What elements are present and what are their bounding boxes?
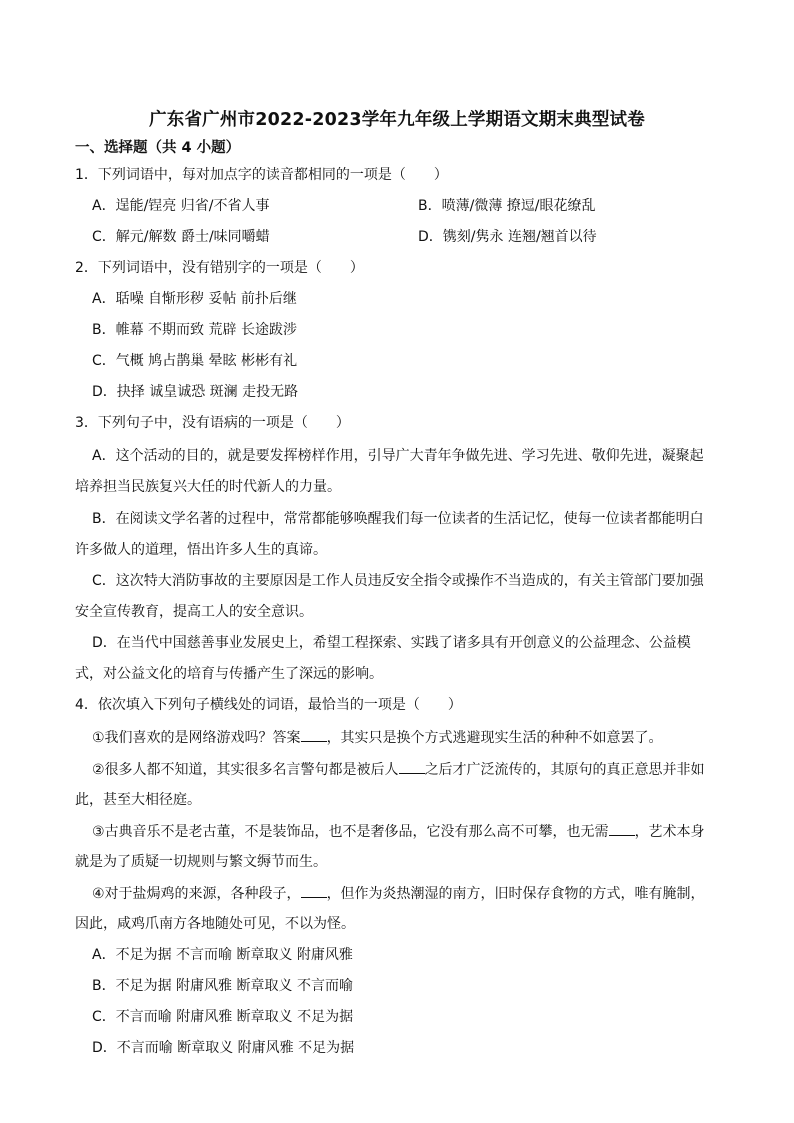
question-3-option-d-line1: D．在当代中国慈善事业发展史上，希望工程探索、实践了诸多具有开创意义的公益理念、公益模 (92, 635, 691, 651)
sentence-1-part-2: ，其实只是换个方式逃避现实生活的种种不如意罢了。 (326, 730, 663, 746)
question-3-stem: 3．下列句子中，没有语病的一项是（ ） (75, 415, 350, 431)
question-4-option-c: C．不言而喻 附庸风雅 断章取义 不足为据 (92, 1009, 354, 1025)
question-2-stem: 2．下列词语中，没有错别字的一项是（ ） (75, 260, 364, 276)
question-4-option-b: B．不足为据 附庸风雅 断章取义 不言而喻 (92, 978, 353, 994)
question-3-option-d-line2: 式，对公益文化的培育与传播产生了深远的影响。 (75, 666, 383, 682)
question-2-option-c: C．气概 鸠占鹊巢 晕眩 彬彬有礼 (92, 353, 298, 369)
question-4-sentence-4 (92, 883, 705, 904)
question-1-option-c: C．解元/解数 爵士/味同嚼蜡 (92, 229, 270, 245)
question-4-option-d: D．不言而喻 断章取义 附庸风雅 不足为据 (92, 1040, 355, 1056)
sentence-1-part-1: ①我们喜欢的是网络游戏吗？答案 (92, 730, 301, 746)
sentence-2-part-1: ②很多人都不知道，其实很多名言警句都是被后人 (92, 762, 399, 778)
fill-blank-3 (609, 821, 635, 836)
sentence-4-part-3: 因此，咸鸡爪南方各地随处可见，不以为怪。 (75, 916, 355, 932)
question-2-option-a: A．聒噪 自惭形秽 妥帖 前扑后继 (92, 291, 297, 307)
question-3-option-b-line2: 许多做人的道理，悟出许多人生的真谛。 (75, 542, 327, 558)
sentence-3-part-2: ，艺术本身 (634, 824, 705, 840)
page-title: 广东省广州市2022-2023学年九年级上学期语文期末典型试卷 (149, 110, 645, 130)
question-4-sentence-3 (92, 821, 705, 842)
fill-blank-1 (301, 727, 327, 742)
sentence-4-part-1: ④对于盐焗鸡的来源，各种段子， (92, 886, 301, 902)
section-heading: 一、选择题（共 4 小题） (75, 140, 241, 156)
question-4-sentence-1 (92, 727, 663, 748)
question-3-option-c-line1: C．这次特大消防事故的主要原因是工作人员违反安全指令或操作不当造成的，有关主管部门要加强 (92, 573, 704, 589)
sentence-3-part-3: 就是为了质疑一切规则与繁文缛节而生。 (75, 854, 327, 870)
question-1-option-d: D．镌刻/隽永 连翘/翘首以待 (418, 229, 597, 245)
sentence-2-part-2: 之后才广泛流传的，其原句的真正意思并非如 (424, 762, 705, 778)
question-1-stem: 1．下列词语中，每对加点字的读音都相同的一项是（ ） (75, 167, 448, 183)
question-4-sentence-2 (92, 759, 705, 780)
question-4-stem: 4．依次填入下列句子横线处的词语，最恰当的一项是（ ） (75, 697, 462, 713)
question-2-option-d: D．抉择 诚皇诚恐 斑澜 走投无路 (92, 384, 299, 400)
question-1-option-a: A．逞能/锃亮 归省/不省人事 (92, 198, 270, 214)
fill-blank-2 (399, 759, 425, 774)
question-3-option-a-line1: A．这个活动的目的，就是要发挥榜样作用，引导广大青年争做先进、学习先进、敬仰先进，凝聚起 (92, 448, 704, 464)
question-3-option-c-line2: 安全宣传教育，提高工人的安全意识。 (75, 604, 313, 620)
question-3-option-a-line2: 培养担当民族复兴大任的时代新人的力量。 (75, 479, 341, 495)
question-3-option-b-line1: B．在阅读文学名著的过程中，常常都能够唤醒我们每一位读者的生活记忆，使每一位读者都能明白 (92, 511, 704, 527)
question-1-option-b: B．喷薄/微薄 撩逗/眼花缭乱 (418, 198, 596, 214)
sentence-3-part-1: ③古典音乐不是老古董，不是装饰品，也不是奢侈品，它没有那么高不可攀，也无需 (92, 824, 609, 840)
sentence-4-part-2: ，但作为炎热潮湿的南方，旧时保存食物的方式，唯有腌制， (326, 886, 705, 902)
sentence-2-part-3: 此，甚至大相径庭。 (75, 792, 201, 808)
question-4-option-a: A．不足为据 不言而喻 断章取义 附庸风雅 (92, 947, 353, 963)
fill-blank-4 (301, 883, 327, 898)
question-2-option-b: B．帷幕 不期而致 荒辟 长途跋涉 (92, 322, 297, 338)
